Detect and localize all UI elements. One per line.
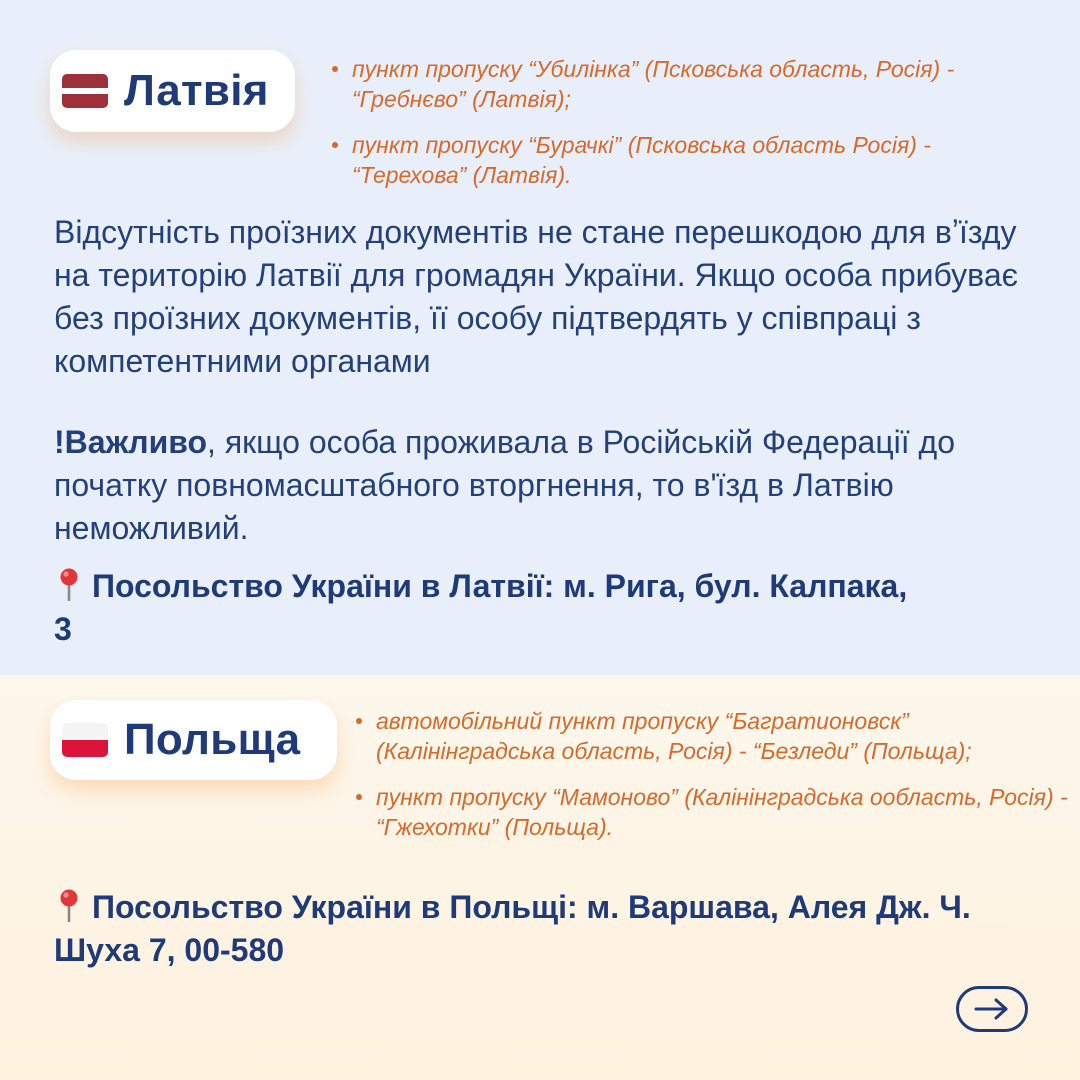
latvia-flag-icon [62,74,108,108]
latvia-important-paragraph [54,421,1044,550]
important-text: , якщо особа проживала в Російській Федерації до початку повномасштабного вторгнення, то вʹїзд в Латвію неможливий. [54,424,956,546]
embassy-text: Посольство України в Латвії: м. Рига, бул. Калпака, 3 [54,568,908,647]
embassy-text: Посольство України в Польщі: м. Варшава, Алея Дж. Ч. Шуха 7, 00-580 [54,889,971,968]
list-item: пункт пропуску “Мамоново” (Калінінградська оoбласть, Росія) - “Гжехотки” (Польща). [354,782,1074,842]
poland-embassy-address [54,886,1014,972]
latvia-country-badge [50,50,295,132]
latvia-embassy-address [54,565,914,651]
location-pin-icon [54,567,84,601]
important-label: !Важливо [54,424,208,460]
next-button[interactable] [956,986,1028,1032]
list-item: пункт пропуску “Бурачкі” (Псковська область Росія) - “Терехова” (Латвія). [330,130,1030,190]
list-item: автомобільний пункт пропуску “Багратионовск” (Калінінградська область, Росія) - “Безледи” (Польща); [354,706,1074,766]
latvia-documents-paragraph: Відсутність проїзних документів не стане перешкодою для вʼїзду на територію Латвії для громадян України. Якщо особа прибуває без проїзних документів, її особу підтвердять у співпраці з компетентними органами [54,214,1018,379]
poland-country-name: Польща [124,715,301,764]
list-item: пункт пропуску “Убилінка” (Псковська область, Росія) - “Гребнєво” (Латвія); [330,54,1030,114]
poland-country-badge [50,700,337,780]
arrow-right-icon [972,997,1012,1021]
latvia-country-name: Латвія [124,66,269,115]
poland-checkpoint-list [354,706,1074,858]
poland-flag-icon [62,723,108,757]
latvia-checkpoint-list [330,54,1030,206]
location-pin-icon [54,888,84,922]
